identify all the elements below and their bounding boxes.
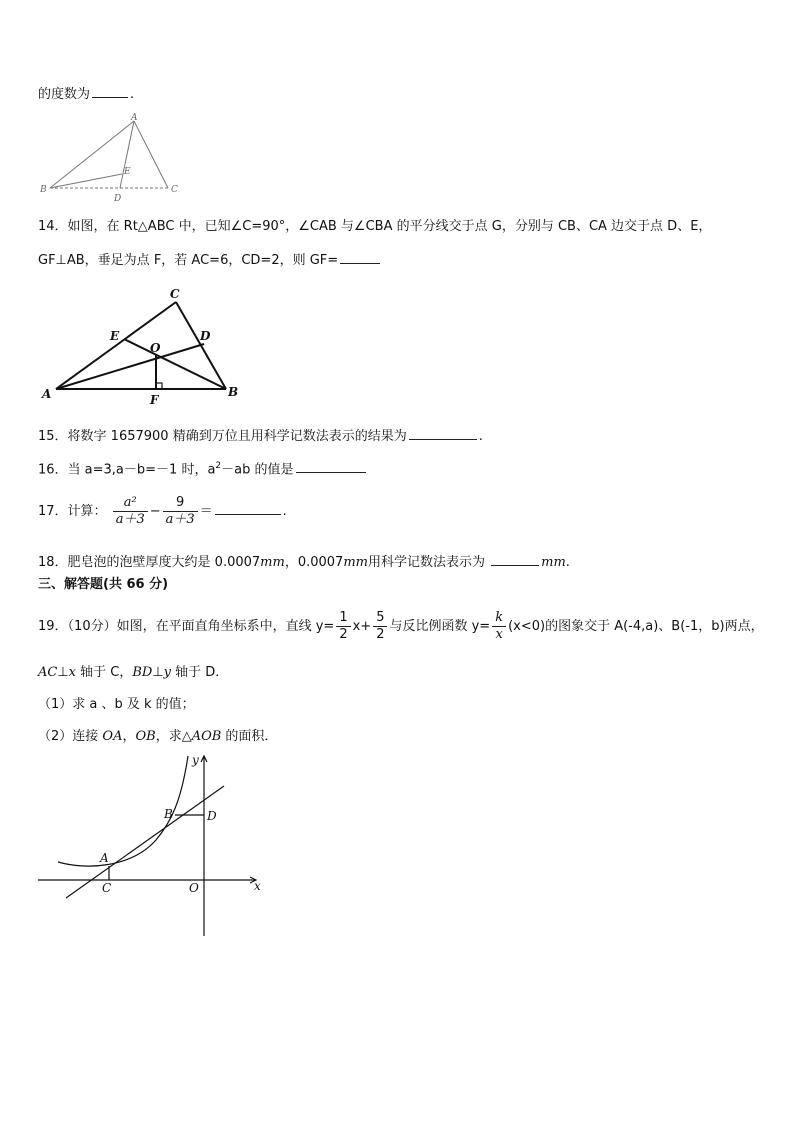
figure-19 <box>36 752 276 942</box>
q13-text: 的度数为 <box>38 87 91 102</box>
q16-text-pre: 16．当 a=3,a－b=－1 时，a <box>38 462 216 478</box>
q16-superscript: 2 <box>215 461 222 471</box>
question-19-line-1 <box>38 608 764 646</box>
q15-text: 15．将数字 1657900 精确到万位且用科学记数法表示的结果为 <box>38 429 407 444</box>
q19-sub2-comma: ， <box>122 729 136 744</box>
q19-aob: AOB <box>191 729 222 744</box>
fig14-label-o: O <box>150 341 161 355</box>
fig14-label-d: D <box>200 329 211 343</box>
q19-oa: OA <box>102 729 123 744</box>
q18-unit-3: mm <box>541 555 566 570</box>
fig19-label-c: C <box>102 881 112 895</box>
q17-label: 17．计算： <box>38 504 107 519</box>
q19-x: x <box>68 665 77 680</box>
question-19-part-1: （1）求 a 、b 及 k 的值； <box>38 697 195 712</box>
q13-period: . <box>130 87 135 102</box>
fig19-label-y: y <box>192 753 199 767</box>
fig14-label-b: B <box>228 385 239 399</box>
answer-blank <box>491 552 539 566</box>
question-19-part-2 <box>38 728 277 746</box>
q19-perp-1: ⊥ <box>57 665 69 680</box>
question-16 <box>38 457 368 479</box>
fig13-label-a: A <box>131 113 138 123</box>
q19-fraction-2 <box>373 610 387 643</box>
answer-blank <box>409 426 477 440</box>
fig14-label-f: F <box>150 393 159 407</box>
fig14-label-a: A <box>42 387 52 401</box>
q19-f2-numerator: 5 <box>373 610 387 627</box>
fig14-label-e: E <box>110 329 120 343</box>
q19-f3-denominator: x <box>495 627 503 642</box>
question-18 <box>38 552 570 572</box>
fig13-label-b: B <box>40 185 47 195</box>
answer-blank <box>215 501 281 515</box>
q19-text-2: x+ <box>352 619 372 634</box>
fig19-label-b: B <box>164 807 173 821</box>
question-14-line-1: 14．如图，在 Rt△ABC 中，已知∠C=90°，∠CAB 与∠CBA 的平分线交于点 G，分别与 CB、CA 边交于点 D、E， <box>38 219 712 234</box>
section-heading-3: 三、解答题(共 66 分) <box>38 577 169 592</box>
q19-bd: BD <box>132 665 153 680</box>
q19-ob: OB <box>135 729 156 744</box>
answer-blank <box>296 459 366 473</box>
answer-blank <box>340 250 380 264</box>
fig13-label-c: C <box>171 185 178 195</box>
q17-f1-numerator: a² <box>113 495 148 512</box>
q18-period: . <box>565 555 570 570</box>
fig19-label-o: O <box>189 881 199 895</box>
q19-text-5: 轴于 C， <box>76 665 133 680</box>
figure-14 <box>36 284 256 409</box>
q19-y: y <box>163 665 172 680</box>
fig19-label-d: D <box>207 809 217 823</box>
fig13-label-d: D <box>114 194 122 202</box>
question-15 <box>38 426 483 446</box>
q19-ac: AC <box>38 665 58 680</box>
q18-unit-2: mm <box>343 555 368 570</box>
q16-text-post: －ab 的值是 <box>221 462 294 478</box>
q17-f2-numerator: 9 <box>163 495 198 512</box>
fig19-label-a: A <box>100 851 109 865</box>
q18-text-mid1: ，0.0007 <box>284 555 344 570</box>
q19-perp-2: ⊥ <box>152 665 164 680</box>
q17-period: . <box>282 504 287 519</box>
q19-fraction-3 <box>492 610 506 643</box>
fig14-label-c: C <box>170 287 180 301</box>
q17-fraction-1 <box>113 495 148 528</box>
q19-f1-denominator: 2 <box>339 627 348 642</box>
q17-minus: − <box>149 504 161 519</box>
question-17 <box>38 494 287 530</box>
q15-period: . <box>478 429 483 444</box>
q19-f2-denominator: 2 <box>376 627 385 642</box>
q19-text-4: (x<0)的图象交于 A(-4,a)、B(-1，b)两点， <box>508 619 764 634</box>
q19-sub2-text-2: ，求△ <box>155 729 192 744</box>
q19-sub2-text-1: （2）连接 <box>38 729 103 744</box>
q19-text-6: 轴于 D． <box>171 665 229 680</box>
q17-fraction-2 <box>163 495 198 528</box>
figure-13 <box>36 112 186 202</box>
q17-f1-denominator: a＋3 <box>115 512 145 527</box>
q19-sub2-text-3: 的面积． <box>221 729 278 744</box>
question-14-line-2 <box>38 250 382 270</box>
q19-text-1: 19．（10分）如图，在平面直角坐标系中，直线 y= <box>38 619 335 634</box>
q19-fraction-1 <box>336 610 350 643</box>
q14-text: GF⊥AB，垂足为点 F，若 AC=6，CD=2，则 GF= <box>38 253 339 268</box>
q19-f3-numerator: k <box>492 610 506 627</box>
fig19-label-x: x <box>254 879 261 893</box>
q18-unit-1: mm <box>260 555 285 570</box>
q18-text-mid2: 用科学记数法表示为 <box>367 555 485 570</box>
q17-f2-denominator: a＋3 <box>165 512 195 527</box>
question-19-line-2 <box>38 664 228 682</box>
q19-f1-numerator: 1 <box>336 610 350 627</box>
answer-blank <box>92 84 128 98</box>
q17-equals: ＝ <box>199 504 213 519</box>
q19-text-3: 与反比例函数 y= <box>389 619 491 634</box>
q18-text-pre: 18．肥皂泡的泡壁厚度大约是 0.0007 <box>38 555 261 570</box>
fig13-label-e: E <box>124 167 131 177</box>
question-13-tail <box>38 84 134 104</box>
